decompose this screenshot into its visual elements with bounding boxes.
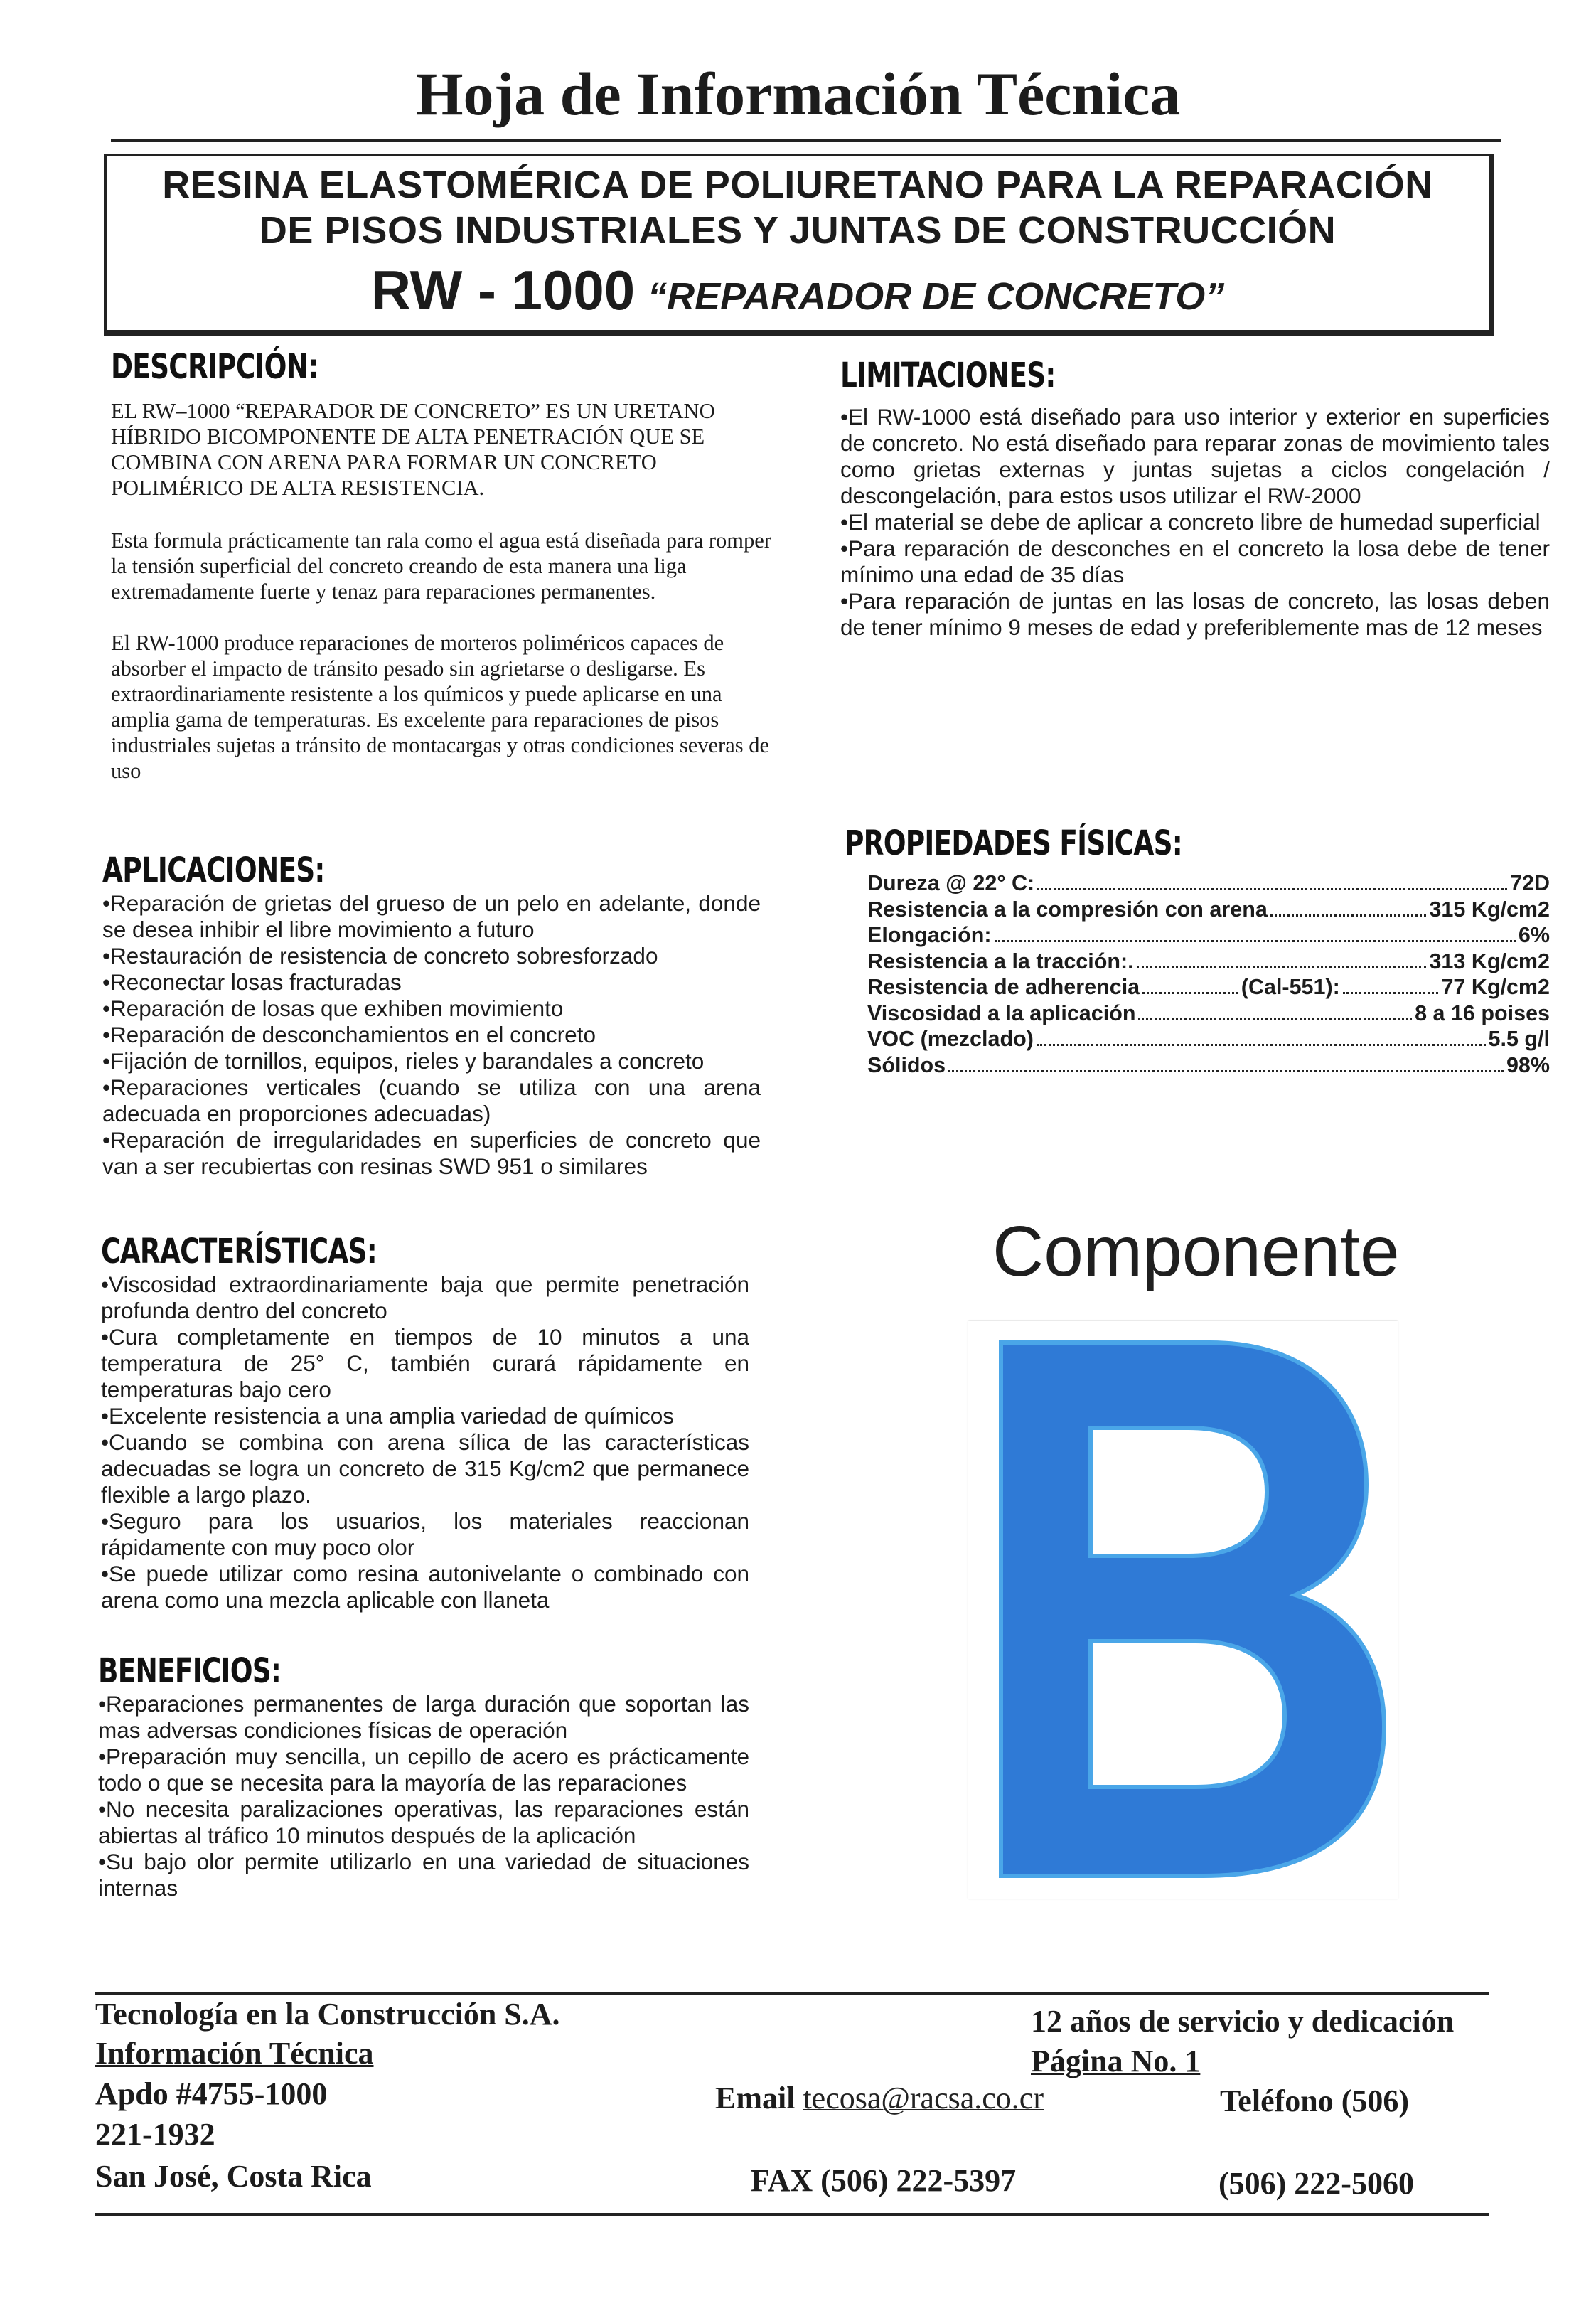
property-label-detail: (Cal-551): xyxy=(1241,975,1340,999)
list-item: • Seguro para los usuarios, los materiales reaccionan rápidamente con muy poco olor xyxy=(101,1508,749,1561)
componente-label: Componente xyxy=(992,1212,1400,1291)
caracteristicas-heading: CARACTERÍSTICAS: xyxy=(101,1232,377,1271)
postal-box-line-2: 221-1932 xyxy=(95,2117,215,2152)
list-item: • Fijación de tornillos, equipos, rieles y barandales a concreto xyxy=(102,1048,761,1074)
properties-table xyxy=(867,870,1550,1115)
title-rule xyxy=(111,139,1501,142)
list-item: • Para reparación de desconches en el concreto la losa debe de tener mínimo una edad de 35 días xyxy=(840,535,1550,588)
property-value: 5.5 g/l xyxy=(1488,1027,1550,1051)
email-label: Email xyxy=(715,2081,796,2115)
list-item: • Reconectar losas fracturadas xyxy=(102,969,761,996)
limitaciones-section xyxy=(840,356,1550,641)
list-item: • Reparación de desconchamientos en el concreto xyxy=(102,1022,761,1048)
technical-info-label: Información Técnica xyxy=(95,2036,374,2071)
letter-b-shape xyxy=(1001,1343,1384,1876)
property-row xyxy=(867,870,1550,897)
leader-dots xyxy=(1142,992,1238,994)
list-item: • Reparación de irregularidades en superficies de concreto que van a ser recubiertas con resinas SWD 951 o similares xyxy=(102,1127,761,1180)
property-label: Resistencia de adherencia xyxy=(867,975,1140,999)
list-item: • Restauración de resistencia de concreto sobresforzado xyxy=(102,943,761,969)
aplicaciones-heading: APLICACIONES: xyxy=(102,850,325,890)
limitaciones-list xyxy=(840,404,1550,641)
leader-dots xyxy=(1037,1044,1486,1046)
property-row xyxy=(867,897,1550,923)
years-of-service: 12 años de servicio y dedicación xyxy=(1031,2004,1455,2039)
list-item: • Cura completamente en tiempos de 10 minutos a una temperatura de 25° C, también curará rápidamente en temperaturas bajo cero xyxy=(101,1324,749,1403)
property-value: 72D xyxy=(1510,871,1550,895)
list-item: • Excelente resistencia a una amplia variedad de químicos xyxy=(101,1403,749,1429)
header-line-2: DE PISOS INDUSTRIALES Y JUNTAS DE CONSTRUCCIÓN xyxy=(259,209,1337,252)
limitaciones-heading: LIMITACIONES: xyxy=(840,356,1056,395)
list-item: • Para reparación de juntas en las losas de concreto, las losas deben de tener mínimo 9 meses de edad y preferiblemente mas de 12 meses xyxy=(840,588,1550,641)
property-row xyxy=(867,922,1550,949)
leader-dots xyxy=(1343,992,1439,994)
leader-dots xyxy=(995,940,1516,942)
list-item: • Reparaciones permanentes de larga duración que soportan las mas adversas condiciones físicas de operación xyxy=(98,1691,749,1744)
descripcion-heading: DESCRIPCIÓN: xyxy=(111,347,318,387)
component-letter-card xyxy=(968,1321,1398,1899)
property-label: Viscosidad a la aplicación xyxy=(867,1000,1136,1025)
fax-number: FAX (506) 222-5397 xyxy=(751,2163,1017,2198)
property-row xyxy=(867,949,1550,975)
property-label: VOC (mezclado) xyxy=(867,1027,1034,1051)
beneficios-heading: BENEFICIOS: xyxy=(98,1651,282,1691)
descripcion-paragraph: Esta formula prácticamente tan rala como el agua está diseñada para romper la tensión superficial del concreto creando de esta manera una liga extremadamente fuerte y tenaz para reparaciones permanentes. xyxy=(111,528,771,604)
leader-dots xyxy=(1138,1018,1412,1020)
propiedades-section xyxy=(845,823,1555,1115)
caracteristicas-list xyxy=(101,1271,749,1613)
aplicaciones-section xyxy=(102,850,761,1180)
list-item: • Reparaciones verticales (cuando se utiliza con una arena adecuada en proporciones adecuadas) xyxy=(102,1074,761,1127)
page-number: Página No. 1 xyxy=(1031,2044,1201,2078)
city-country: San José, Costa Rica xyxy=(95,2159,372,2194)
postal-box: Apdo #4755-1000 xyxy=(95,2076,328,2111)
header-line-1: RESINA ELASTOMÉRICA DE POLIURETANO PARA LA REPARACIÓN xyxy=(162,164,1433,206)
product-name: “REPARADOR DE CONCRETO” xyxy=(648,275,1225,318)
aplicaciones-list xyxy=(102,890,761,1180)
leader-dots xyxy=(948,1070,1504,1072)
document-title: Hoja de Información Técnica xyxy=(415,60,1181,128)
property-label: Elongación: xyxy=(867,923,992,947)
list-item: • El material se debe de aplicar a concreto libre de humedad superficial xyxy=(840,509,1550,535)
list-item: • Su bajo olor permite utilizarlo en una variedad de situaciones internas xyxy=(98,1849,749,1901)
descripcion-paragraph: EL RW–1000 “REPARADOR DE CONCRETO” ES UN URETANO HÍBRIDO BICOMPONENTE DE ALTA PENETRACIÓN QUE SE COMBINA CON ARENA PARA FORMAR UN CONCRETO POLIMÉRICO DE ALTA RESISTENCIA. xyxy=(111,399,715,500)
phone-label: Teléfono (506) xyxy=(1220,2083,1410,2118)
caracteristicas-section xyxy=(101,1232,749,1613)
list-item: • No necesita paralizaciones operativas, las reparaciones están abiertas al tráfico 10 minutos después de la aplicación xyxy=(98,1796,749,1849)
property-value: 8 a 16 poises xyxy=(1415,1000,1550,1025)
property-row xyxy=(867,974,1550,1000)
email-line xyxy=(715,2079,1044,2118)
leader-dots xyxy=(1037,888,1507,890)
list-item: • El RW-1000 está diseñado para uso interior y exterior en superficies de concreto. No está diseñado para reparar zonas de movimiento tales como grietas externas y juntas sujetas a ciclos congelación / descongelación, para estos usos utilizar el RW-2000 xyxy=(840,404,1550,509)
phone-number: (506) 222-5060 xyxy=(1219,2166,1414,2201)
property-label: Resistencia a la tracción:. xyxy=(867,949,1134,973)
list-item: • Reparación de grietas del grueso de un pelo en adelante, donde se desea inhibir el libre movimiento a futuro xyxy=(102,890,761,943)
product-line xyxy=(107,256,1489,341)
property-value: 6% xyxy=(1518,923,1550,947)
property-row xyxy=(867,1026,1550,1052)
leader-dots xyxy=(1137,966,1427,968)
property-label: Sólidos xyxy=(867,1052,946,1077)
list-item: • Se puede utilizar como resina autonivelante o combinado con arena como una mezcla aplicable con llaneta xyxy=(101,1561,749,1613)
product-header-box xyxy=(104,154,1494,336)
beneficios-section xyxy=(98,1651,749,1901)
property-row xyxy=(867,1052,1550,1079)
propiedades-heading: PROPIEDADES FÍSICAS: xyxy=(845,823,1182,863)
property-value: 315 Kg/cm2 xyxy=(1429,897,1550,922)
property-label: Dureza @ 22° C: xyxy=(867,871,1035,895)
property-value: 98% xyxy=(1506,1052,1550,1077)
property-row xyxy=(867,1000,1550,1027)
email-link[interactable]: tecosa@racsa.co.cr xyxy=(803,2081,1044,2115)
company-name: Tecnología en la Construcción S.A. xyxy=(95,1997,560,2032)
descripcion-section xyxy=(111,347,772,784)
property-value: 77 Kg/cm2 xyxy=(1441,975,1550,999)
list-item: • Preparación muy sencilla, un cepillo de acero es prácticamente todo o que se necesita para la mayoría de las reparaciones xyxy=(98,1744,749,1796)
descripcion-paragraph: El RW-1000 produce reparaciones de morteros poliméricos capaces de absorber el impacto de tránsito pesado sin agrietarse o desligarse. Es extraordinariamente resistente a los químicos y puede aplicarse en una amplia gama de temperaturas. Es excelente para reparaciones de pisos industriales sujetas a tránsito de montacargas y otras condiciones severas de uso xyxy=(111,631,770,783)
footer-bottom-rule xyxy=(95,2213,1489,2216)
property-label: Resistencia a la compresión con arena xyxy=(867,897,1268,922)
component-b-letter xyxy=(968,1321,1398,1899)
list-item: • Reparación de losas que exhiben movimiento xyxy=(102,996,761,1022)
list-item: • Viscosidad extraordinariamente baja que permite penetración profunda dentro del concreto xyxy=(101,1271,749,1324)
product-code: RW - 1000 xyxy=(370,259,636,321)
leader-dots xyxy=(1270,914,1427,917)
beneficios-list xyxy=(98,1691,749,1901)
list-item: • Cuando se combina con arena sílica de las características adecuadas se logra un concreto de 315 Kg/cm2 que permanece flexible a largo plazo. xyxy=(101,1429,749,1508)
property-value: 313 Kg/cm2 xyxy=(1429,949,1550,973)
